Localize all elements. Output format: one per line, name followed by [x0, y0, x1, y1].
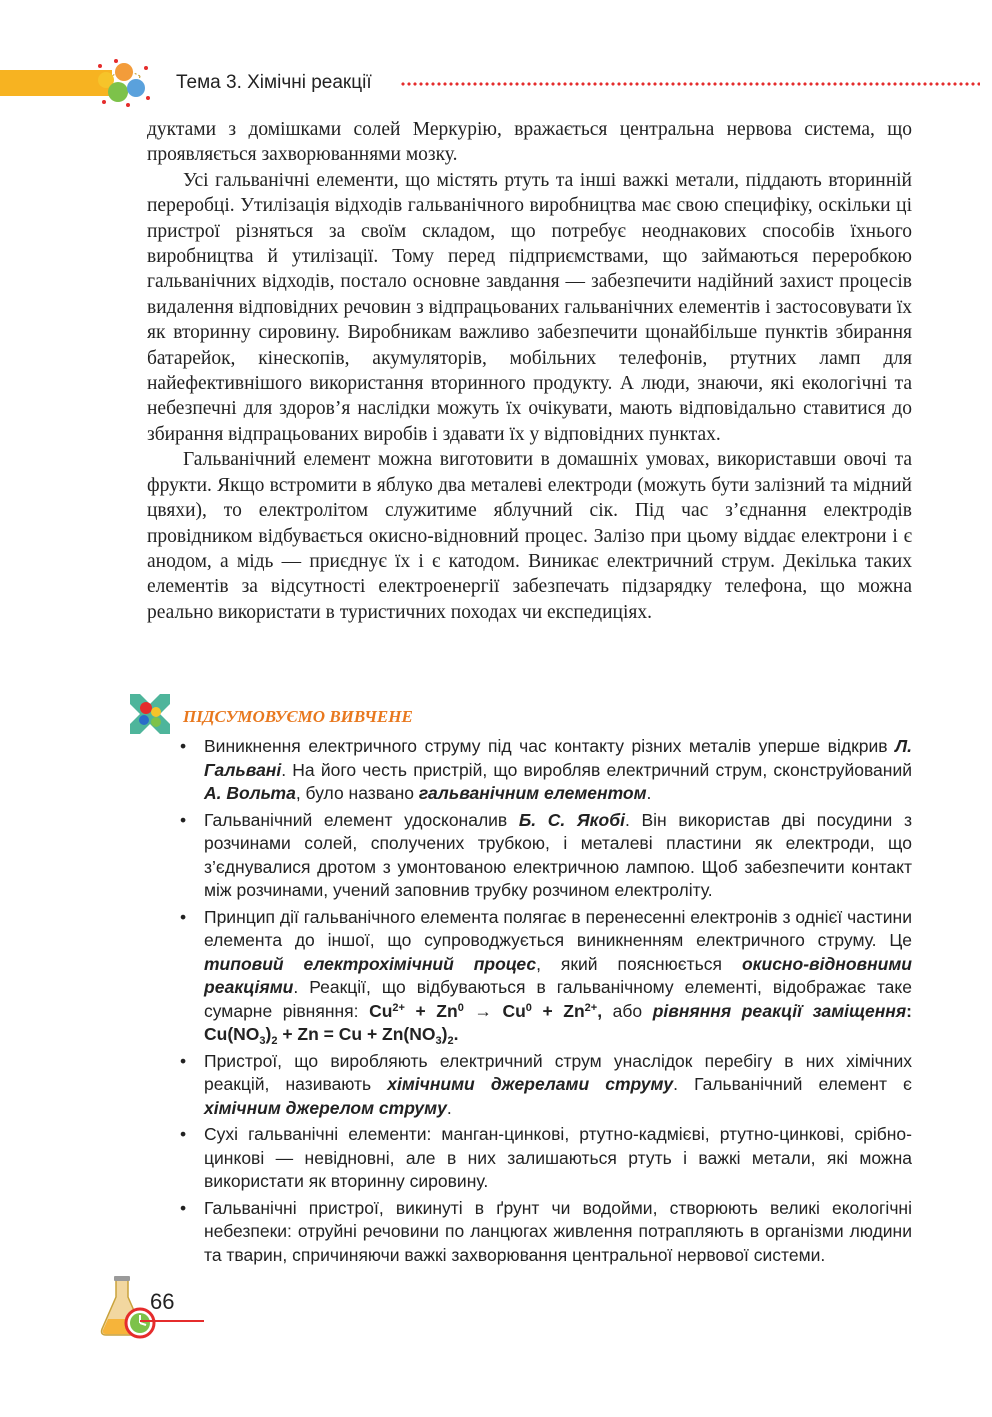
main-text — [147, 117, 912, 625]
list-item: • Принцип дії гальванічного елемента полягає в перенесенні електронів з однієї частини елемента до іншої, що супроводжується виникненням електричного струму. Це типовий електрохімічний процес, який пояснюється окисно-відновними реакціями. Реакції, що відбуваються в гальванічному елементі, відображає таке сумарне рівняння: $Cu^{2+} + Zn^0 \to Cu^0 + Zn^{2+}$, або рівняння реакції заміщення: $Cu(NO_3)_2 + Zn = Cu + Zn(NO_3)_2$. — [176, 906, 912, 1047]
molecule-icon — [124, 688, 176, 742]
molecule-icon — [96, 58, 152, 108]
page-header-title: Тема 3. Хімічні реакції — [176, 72, 372, 93]
list-item: • Виникнення електричного струму під час контакту різних металів уперше відкрив Л. Гальвані. На його честь пристрій, що виробляв електричний струм, сконструйований А. Вольта, було названо гальванічним елементом. — [176, 735, 912, 806]
paragraph: дуктами з домішками солей Меркурію, вражається центральна нервова система, що проявляється захворюваннями мозку. — [147, 119, 912, 166]
list-item: • Сухі гальванічні елементи: манган-цинкові, ртутно-кадмієві, ртутно-цинкові, срібно-цинкові — невідновні, але в них залишаються ртуть і важкі метали, які можна використати як вторинну сировину. — [176, 1123, 912, 1194]
list-item: • Гальванічні пристрої, викинуті в ґрунт чи водойми, створюють великі екологічні небезпеки: отруйні речовини по ланцюгах живлення потрапляють в організми людини та тварин, спричиняючи важкі захворювання центральної нервової системи. — [176, 1197, 912, 1268]
section-heading: ПІДСУМОВУЄМО ВИВЧЕНЕ — [183, 707, 413, 726]
equation: : $Cu(NO_3)_2 + Zn = Cu + Zn(NO_3)_2$. — [204, 1000, 912, 1047]
page-number: 66 — [150, 1289, 175, 1314]
equation: $Cu^{2+} + Zn^0 \to Cu^0 + Zn^{2+}$, — [369, 1000, 603, 1021]
footer-line — [140, 1320, 204, 1322]
list-item: • Гальванічний елемент удосконалив Б. С. Якобі. Він використав дві посудини з розчинами солей, сполучених трубкою, і металеві пластини як електроди, що з’єднувалися дротом з умонтованою електричною лампою. Щоб забезпечити контакт між розчинами, учений заповнив трубку розчином електроліту. — [176, 809, 912, 903]
paragraph: Усі гальванічні елементи, що містять ртуть та інші важкі метали, піддають вторинній переробці. Утилізація відходів гальванічного виробництва має свою специфіку, оскільки ці пристрої різняться за своїм складом, що потребує неоднакових способів їхнього виробництва й утилізації. Тому перед підприємствами, що займаються переробкою гальванічних відходів, постало основне завдання — забезпечити надійний захист процесів видалення відповідних речовин з відпрацьованих гальванічних елементів і застосовувати їх як вторинну сировину. Виробникам важливо забезпечити щонайбільше пунктів збирання батарейок, кінескопів, акумуляторів, мобільних телефонів, ртутних ламп для найефективнішого використання вторинного продукту. А люди, знаючи, які екологічні та небезпечні для здоров’я наслідки можуть їх очікувати, мають відповідально ставитися до збирання відпрацьованих виробів і здавати їх у відповідних пунктах. — [147, 169, 912, 445]
header-dotted-line — [400, 82, 980, 86]
summary-list — [176, 735, 912, 1270]
list-item: • Пристрої, що виробляють електричний струм унаслідок перебігу в них хімічних реакцій, називають хімічними джерелами струму. Гальванічний елемент є хімічним джерелом струму. — [176, 1050, 912, 1121]
paragraph: Гальванічний елемент можна виготовити в домашніх умовах, використавши овочі та фрукти. Якщо встромити в яблуко два металеві електроди (можуть бути залізний та мідний цвяхи), то електролітом служитиме яблучний сік. Під час з’єднання електродів провідником відбувається окисно-відновний процес. Залізо при цьому віддає електрони і є анодом, а мідь — приєднує їх і є катодом. Виникає електричний струм. Декілька таких елементів за відсутності електроенергії забезпечать підзарядку телефона, що можна реально використати в туристичних походах чи експедиціях. — [147, 449, 912, 623]
